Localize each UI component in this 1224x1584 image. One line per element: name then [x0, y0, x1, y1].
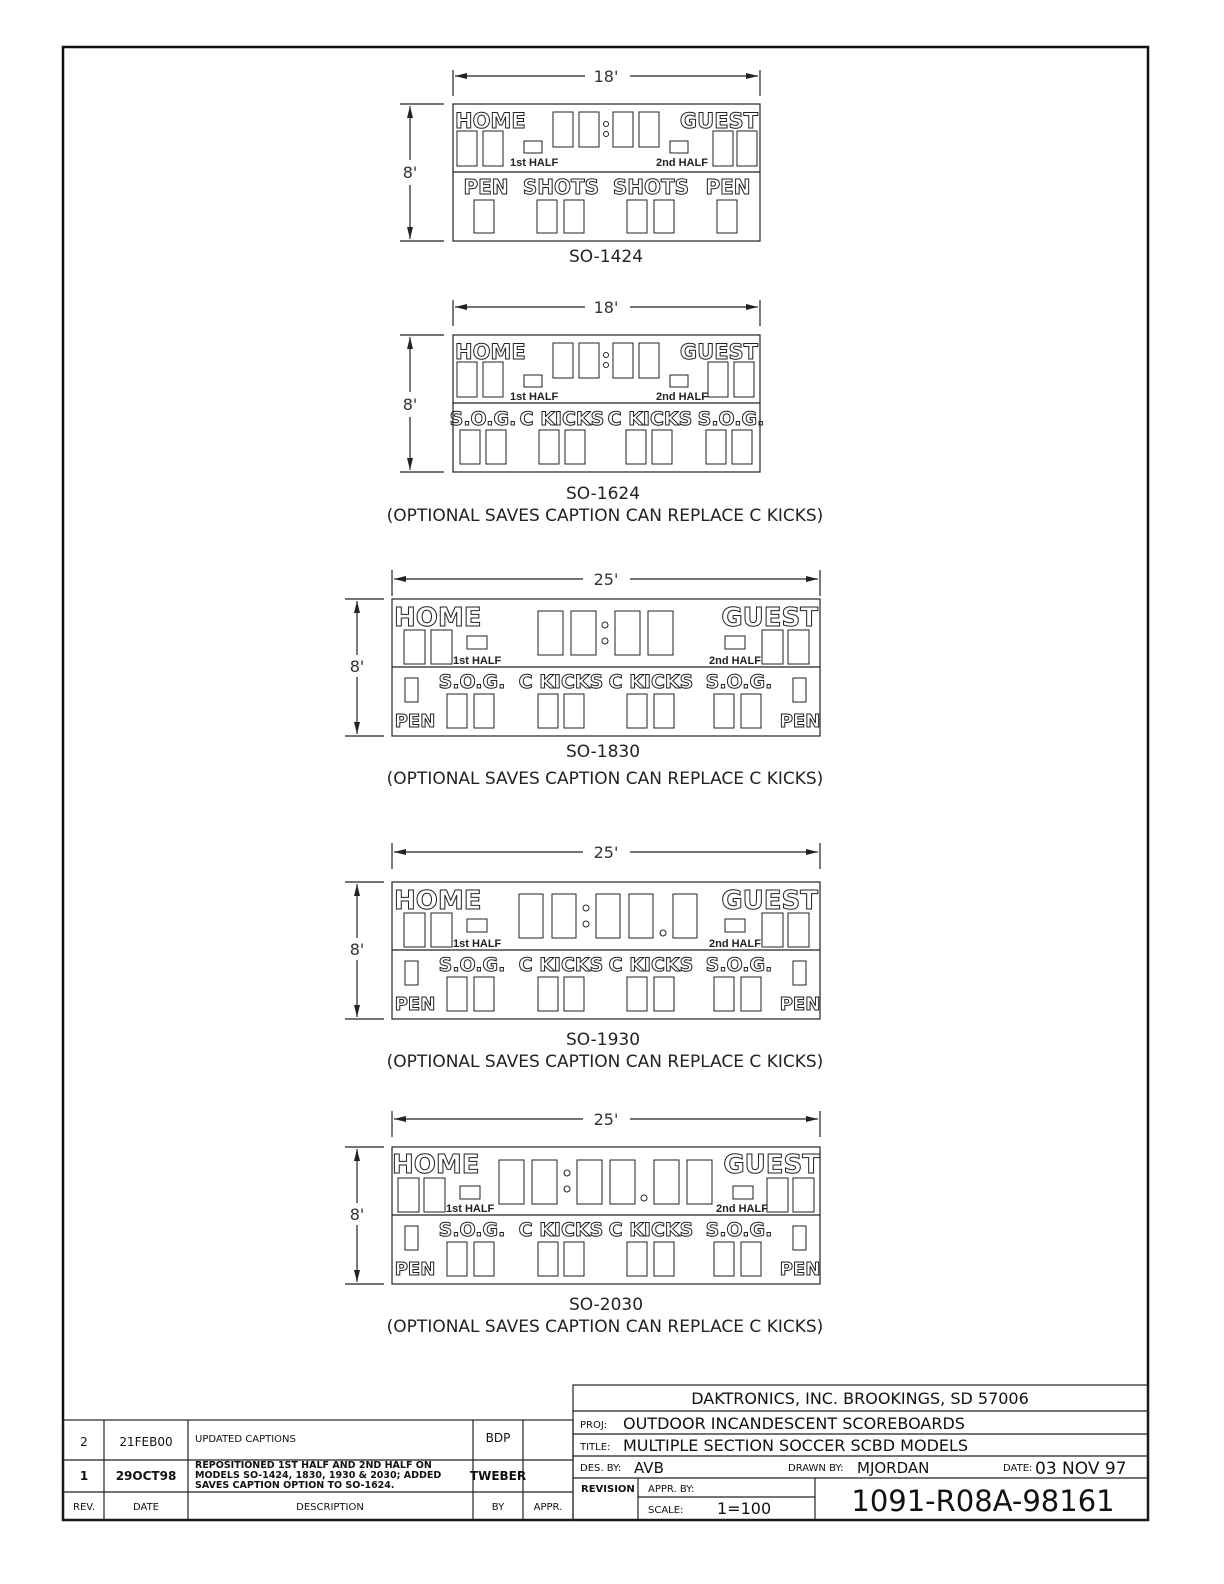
revision-number: 2	[80, 1435, 88, 1449]
guest-label: GUEST	[723, 1150, 820, 1180]
title-label: TITLE:	[580, 1442, 611, 1453]
header-by: BY	[491, 1502, 505, 1513]
drawing-title: MULTIPLE SECTION SOCCER SCBD MODELS	[623, 1436, 969, 1455]
drawing-number: 1091-R08A-98161	[851, 1484, 1115, 1518]
width-dimension: 25'	[593, 843, 619, 862]
drawn-by: MJORDAN	[857, 1459, 930, 1477]
revision-description: REPOSITIONED 1ST HALF AND 2ND HALF ON	[195, 1460, 432, 1471]
second-half-label: 2nd HALF	[709, 938, 761, 950]
bottom-label: PEN	[463, 175, 509, 199]
bottom-label: S.O.G.	[697, 408, 765, 430]
model-number: SO-1624	[565, 484, 641, 504]
guest-label: GUEST	[721, 603, 818, 633]
home-label: HOME	[394, 886, 482, 916]
bottom-label: C KICKS	[608, 1219, 694, 1241]
header-rev: REV.	[73, 1502, 95, 1513]
bottom-label: SHOTS	[522, 175, 600, 199]
scoreboard-so-1930	[345, 843, 823, 1072]
caption-note: (OPTIONAL SAVES CAPTION CAN REPLACE C KICKS)	[386, 1317, 824, 1337]
header-appr: APPR.	[533, 1502, 563, 1513]
header-description: DESCRIPTION	[296, 1502, 364, 1513]
width-dimension: 18'	[593, 298, 619, 317]
first-half-label: 1st HALF	[453, 938, 502, 950]
pen-label: PEN	[394, 711, 436, 732]
scoreboard-so-1424	[400, 67, 760, 267]
bottom-label: S.O.G.	[705, 1219, 773, 1241]
width-dimension: 25'	[593, 1110, 619, 1129]
second-half-label: 2nd HALF	[656, 157, 708, 169]
proj-label: PROJ:	[580, 1420, 608, 1431]
bottom-label: S.O.G.	[438, 1219, 506, 1241]
first-half-label: 1st HALF	[510, 391, 559, 403]
pen-label: PEN	[394, 994, 436, 1015]
bottom-label: SHOTS	[612, 175, 690, 199]
height-dimension: 8'	[349, 1205, 365, 1224]
home-label: HOME	[392, 1150, 480, 1180]
approved-by-label: APPR. BY:	[648, 1484, 695, 1495]
model-number: SO-1424	[568, 247, 644, 267]
bottom-label: S.O.G.	[449, 408, 517, 430]
revision-description: SAVES CAPTION OPTION TO SO-1624.	[195, 1480, 395, 1491]
bottom-label: S.O.G.	[705, 954, 773, 976]
bottom-label: C KICKS	[518, 1219, 604, 1241]
revision-by: TWEBER	[469, 1469, 527, 1483]
bottom-label: C KICKS	[608, 954, 694, 976]
home-label: HOME	[455, 109, 526, 133]
scale-label: SCALE:	[648, 1505, 684, 1516]
guest-label: GUEST	[721, 886, 818, 916]
caption-note: (OPTIONAL SAVES CAPTION CAN REPLACE C KICKS)	[386, 506, 824, 526]
width-dimension: 25'	[593, 570, 619, 589]
height-dimension: 8'	[349, 657, 365, 676]
bottom-label: C KICKS	[518, 671, 604, 693]
revision-description: UPDATED CAPTIONS	[195, 1434, 296, 1445]
height-dimension: 8'	[402, 395, 418, 414]
pen-label: PEN	[779, 1259, 821, 1280]
revision-by: BDP	[485, 1431, 511, 1445]
home-label: HOME	[455, 340, 526, 364]
project-name: OUTDOOR INCANDESCENT SCOREBOARDS	[623, 1414, 965, 1433]
width-dimension: 18'	[593, 67, 619, 86]
revision-date: 29OCT98	[115, 1469, 177, 1483]
revision-label: REVISION	[581, 1484, 635, 1495]
bottom-label: C KICKS	[518, 954, 604, 976]
drawn-by-label: DRAWN BY:	[788, 1463, 844, 1474]
revision-description: MODELS SO-1424, 1830, 1930 & 2030; ADDED	[195, 1470, 442, 1481]
second-half-label: 2nd HALF	[656, 391, 708, 403]
model-number: SO-2030	[568, 1295, 644, 1315]
bottom-label: C KICKS	[607, 408, 693, 430]
caption-note: (OPTIONAL SAVES CAPTION CAN REPLACE C KICKS)	[386, 1052, 824, 1072]
bottom-label: S.O.G.	[438, 954, 506, 976]
bottom-label: S.O.G.	[705, 671, 773, 693]
designed-by: AVB	[634, 1459, 664, 1477]
guest-label: GUEST	[679, 340, 758, 364]
company-name: DAKTRONICS, INC. BROOKINGS, SD 57006	[691, 1389, 1029, 1408]
pen-label: PEN	[779, 711, 821, 732]
title-block	[573, 1385, 1148, 1520]
model-number: SO-1930	[565, 1030, 641, 1050]
scoreboard-so-1624	[387, 298, 824, 526]
caption-note: (OPTIONAL SAVES CAPTION CAN REPLACE C KICKS)	[386, 769, 824, 789]
first-half-label: 1st HALF	[453, 655, 502, 667]
bottom-label: S.O.G.	[438, 671, 506, 693]
date-label: DATE:	[1003, 1463, 1033, 1474]
drawing-date: 03 NOV 97	[1035, 1459, 1127, 1479]
height-dimension: 8'	[402, 163, 418, 182]
guest-label: GUEST	[679, 109, 758, 133]
first-half-label: 1st HALF	[446, 1203, 495, 1215]
pen-label: PEN	[779, 994, 821, 1015]
model-number: SO-1830	[565, 742, 641, 762]
header-date: DATE	[132, 1502, 160, 1513]
height-dimension: 8'	[349, 940, 365, 959]
scoreboard-so-2030	[345, 1110, 823, 1337]
designed-by-label: DES. BY:	[580, 1463, 622, 1474]
home-label: HOME	[394, 603, 482, 633]
second-half-label: 2nd HALF	[716, 1203, 768, 1215]
second-half-label: 2nd HALF	[709, 655, 761, 667]
scale-value: 1=100	[717, 1499, 772, 1518]
revision-table	[63, 1420, 573, 1520]
revision-date: 21FEB00	[119, 1435, 173, 1449]
bottom-label: PEN	[705, 175, 751, 199]
bottom-label: C KICKS	[519, 408, 605, 430]
bottom-label: C KICKS	[608, 671, 694, 693]
first-half-label: 1st HALF	[510, 157, 559, 169]
pen-label: PEN	[394, 1259, 436, 1280]
revision-number: 1	[79, 1469, 89, 1483]
scoreboard-so-1830	[345, 570, 823, 789]
